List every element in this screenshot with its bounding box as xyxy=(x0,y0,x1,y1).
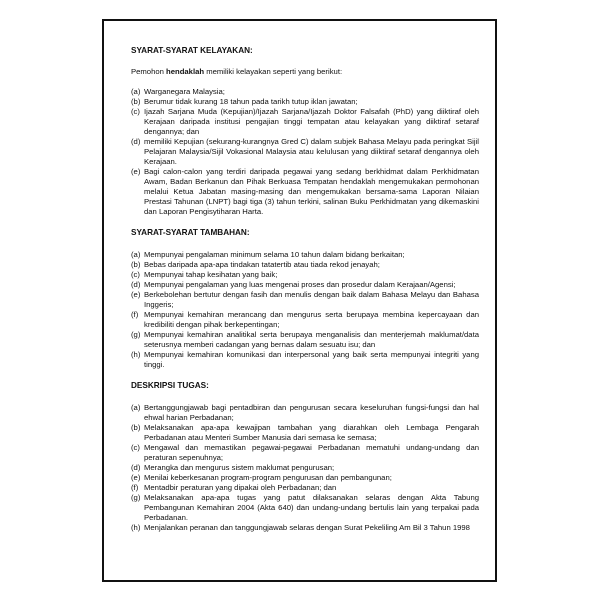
list-item xyxy=(131,107,479,137)
list-item xyxy=(131,250,479,260)
list-item-text: Ijazah Sarjana Muda (Kepujian)/Ijazah Sarjana/Ijazah Doktor Falsafah (PhD) yang diiktiraf oleh Kerajaan daripada institusi pengajian tinggi tempatan atau kelayakan yang diiktiraf setaraf dengannya; dan xyxy=(144,106,479,136)
list-marker: (d) xyxy=(131,279,141,289)
list-item-text: Warganegara Malaysia; xyxy=(144,86,225,96)
list-item-text: Bertanggungjawab bagi pentadbiran dan pengurusan secara keseluruhan fungsi-fungsi dan hal ehwal harian Perbadanan; xyxy=(144,402,479,422)
list-item xyxy=(131,493,479,523)
list-item xyxy=(131,423,479,443)
list-item xyxy=(131,280,479,290)
list-marker: (a) xyxy=(131,249,141,259)
kelayakan-list xyxy=(131,87,479,218)
list-item-text: Mempunyai pengalaman yang luas mengenai proses dan prosedur dalam Kerajaan/Agensi; xyxy=(144,279,456,289)
list-item-text: memiliki Kepujian (sekurang-kurangnya Gred C) dalam subjek Bahasa Melayu pada peringkat Sijil Pelajaran Malaysia/Sijil Vokasional Malaysia atau kelulusan yang diiktiraf setaraf dengannya oleh Kerajaan. xyxy=(144,136,479,166)
list-item xyxy=(131,167,479,217)
heading-syarat-kelayakan: SYARAT-SYARAT KELAYAKAN: xyxy=(131,46,253,55)
list-item xyxy=(131,270,479,280)
list-item xyxy=(131,290,479,310)
list-marker: (e) xyxy=(131,473,141,483)
list-item xyxy=(131,137,479,167)
list-marker: (c) xyxy=(131,269,140,279)
list-marker: (b) xyxy=(131,259,141,269)
list-item-text: Berumur tidak kurang 18 tahun pada tarikh tutup iklan jawatan; xyxy=(144,96,358,106)
list-item xyxy=(131,97,479,107)
list-marker: (d) xyxy=(131,136,141,146)
list-marker: (b) xyxy=(131,422,141,432)
list-item-text: Mempunyai pengalaman minimum selama 10 tahun dalam bidang berkaitan; xyxy=(144,249,405,259)
list-item-text: Mempunyai kemahiran analitikal serta berupaya menganalisis dan menterjemah maklumat/data seterusnya memberi cadangan yang bernas dalam sesuatu isu; dan xyxy=(144,330,479,350)
list-item xyxy=(131,310,479,330)
list-item xyxy=(131,473,479,483)
tugas-list xyxy=(131,403,479,534)
list-item-text: Merangka dan mengurus sistem maklumat pengurusan; xyxy=(144,463,335,472)
list-item-text: Mengawal dan memastikan pegawai-pegawai Perbadanan mematuhi undang-undang dan peraturan sepenuhnya; xyxy=(144,442,479,462)
list-item xyxy=(131,443,479,463)
list-item-text: Mempunyai kemahiran merancang dan mengurus serta berupaya membina kepercayaan dan kredibiliti dengan pihak berkepentingan; xyxy=(144,309,479,329)
list-item xyxy=(131,463,479,473)
list-item-text: Melaksanakan apa-apa tugas yang patut dilaksanakan selaras dengan Akta Tabung Pembangunan Kemahiran 2004 (Akta 640) dan undang-undang bertulis lain yang terpakai pada Perbadanan. xyxy=(144,493,479,523)
list-item xyxy=(131,330,479,350)
list-item-text: Melaksanakan apa-apa kewajipan tambahan yang diarahkan oleh Lembaga Pengarah Perbadanan atau Menteri Sumber Manusia dari semasa ke semasa; xyxy=(144,422,479,442)
list-item-text: Mempunyai kemahiran komunikasi dan interpersonal yang baik serta mempunyai integriti yang tinggi. xyxy=(144,350,479,370)
list-marker: (c) xyxy=(131,106,140,116)
list-marker: (g) xyxy=(131,493,141,503)
list-marker: (h) xyxy=(131,523,141,533)
list-item xyxy=(131,483,479,493)
tambahan-list xyxy=(131,250,479,371)
list-item-text: Bagi calon-calon yang terdiri daripada pegawai yang sedang berkhidmat dalam Perkhidmatan Awam, Badan Berkanun dan Pihak Berkuasa Tempatan hendaklah mengemukakan permohonan melalui Ketua Jabatan masing-masing dan mengemukakan bersama-sama Laporan Nilaian Prestasi Tahunan (LNPT) bagi tiga (3) tahun terkini, salinan Buku Perkhidmatan yang dikemaskini dan Laporan Pengisytiharan Harta. xyxy=(144,166,479,217)
list-marker: (f) xyxy=(131,309,139,319)
list-marker: (e) xyxy=(131,166,141,176)
list-item xyxy=(131,523,479,533)
list-marker: (d) xyxy=(131,463,141,472)
intro-text-pre: Pemohon xyxy=(131,66,167,76)
list-item xyxy=(131,260,479,270)
list-marker: (e) xyxy=(131,289,141,299)
list-marker: (c) xyxy=(131,442,140,452)
list-marker: (g) xyxy=(131,330,141,340)
intro-text-post: memiliki kelayakan seperti yang berikut: xyxy=(204,66,343,76)
list-item-text: Mentadbir peraturan yang dipakai oleh Perbadanan; dan xyxy=(144,483,337,493)
list-item xyxy=(131,350,479,370)
list-item-text: Menjalankan peranan dan tanggungjawab selaras dengan Surat Pekeliling Am Bil 3 Tahun 1998 xyxy=(144,523,470,533)
heading-deskripsi-tugas: DESKRIPSI TUGAS: xyxy=(131,381,209,391)
list-item xyxy=(131,403,479,423)
intro-paragraph xyxy=(131,67,479,77)
list-item-text: Bebas daripada apa-apa tindakan tatatertib atau tiada rekod jenayah; xyxy=(144,259,380,269)
list-item-text: Mempunyai tahap kesihatan yang baik; xyxy=(144,269,278,279)
list-marker: (a) xyxy=(131,86,141,96)
list-item-text: Menilai keberkesanan program-program pengurusan dan pembangunan; xyxy=(144,473,392,483)
heading-syarat-tambahan: SYARAT-SYARAT TAMBAHAN: xyxy=(131,228,250,238)
list-item xyxy=(131,87,479,97)
list-item-text: Berkebolehan bertutur dengan fasih dan menulis dengan baik dalam Bahasa Melayu dan Bahasa Inggeris; xyxy=(144,289,479,309)
intro-text-bold: hendaklah xyxy=(166,66,205,76)
list-marker: (a) xyxy=(131,402,141,412)
list-marker: (b) xyxy=(131,96,141,106)
list-marker: (f) xyxy=(131,483,139,493)
list-marker: (h) xyxy=(131,350,141,360)
document-body xyxy=(131,46,479,533)
